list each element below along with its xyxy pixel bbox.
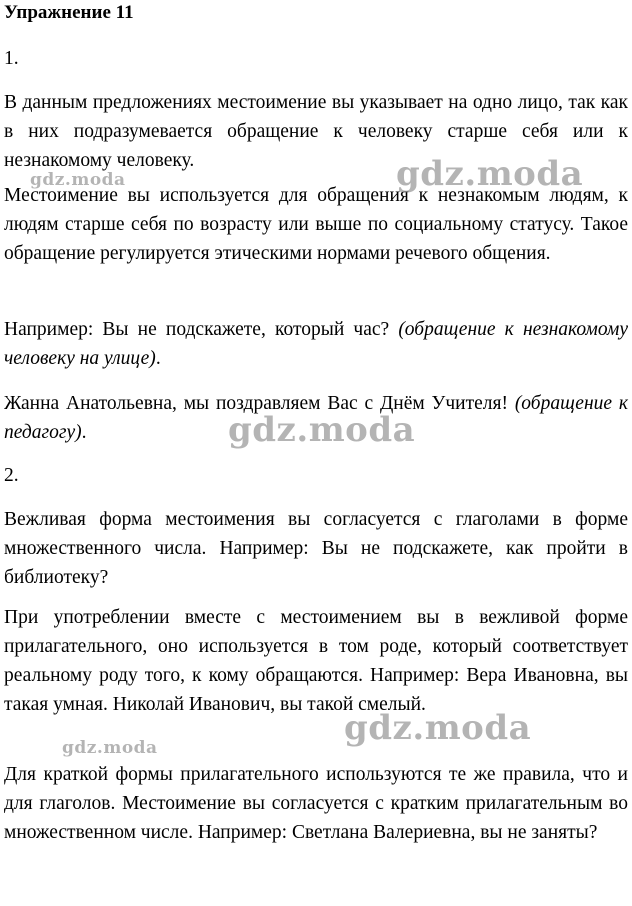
greeting-text: Жанна Анатольевна, мы поздравляем Вас с Днём Учителя! (4, 393, 515, 414)
greeting-end: . (81, 422, 87, 443)
section-1-number: 1. (4, 48, 19, 69)
watermark: gdz.moda (62, 738, 158, 758)
example-end: . (155, 348, 161, 369)
section-1-paragraph-4 (4, 389, 628, 447)
example-note: (обращение к незнакомому человеку на улице) (4, 319, 628, 369)
watermark: gdz.moda (228, 410, 416, 450)
section-2-paragraph-2: При употреблении вместе с местоимением вы в вежливой форме прилагательного, оно используется в том роде, который соответствует реальному роду того, к кому обращаются. Например: Вера Ивановна, вы такая умная. Николай Иванович, вы такой смелый. (4, 607, 628, 715)
section-1-paragraph-2: Местоимение вы используется для обращения к незнакомым людям, к людям старше себя по возрасту или выше по социальному статусу. Такое обращение регулируется этическими нормами речевого общения. (4, 185, 628, 264)
section-2-number: 2. (4, 465, 19, 486)
section-2-paragraph-1: Вежливая форма местоимения вы согласуется с глаголами в форме множественного числа. Например: Вы не подскажете, как пройти в библиотеку? (4, 509, 628, 588)
section-2-paragraph-3: Для краткой формы прилагательного используются те же правила, что и для глаголов. Местоимение вы согласуется с кратким прилагательным во множественном числе. Например: Светлана Валериевна, вы не заняты? (4, 764, 628, 843)
watermark: gdz.moda (344, 708, 532, 748)
watermark: gdz.moda (396, 154, 584, 194)
greeting-note: (обращение к педагогу) (4, 393, 629, 443)
section-1-paragraph-1: В данным предложениях местоимение вы указывает на одно лицо, так как в них подразумевается обращение к человеку старше себя или к незнакомому человеку. (4, 92, 628, 171)
example-text: Например: Вы не подскажете, который час? (4, 319, 399, 340)
watermark: gdz.moda (30, 170, 126, 190)
section-1-paragraph-3 (4, 315, 628, 373)
exercise-title: Упражнение 11 (4, 2, 134, 23)
